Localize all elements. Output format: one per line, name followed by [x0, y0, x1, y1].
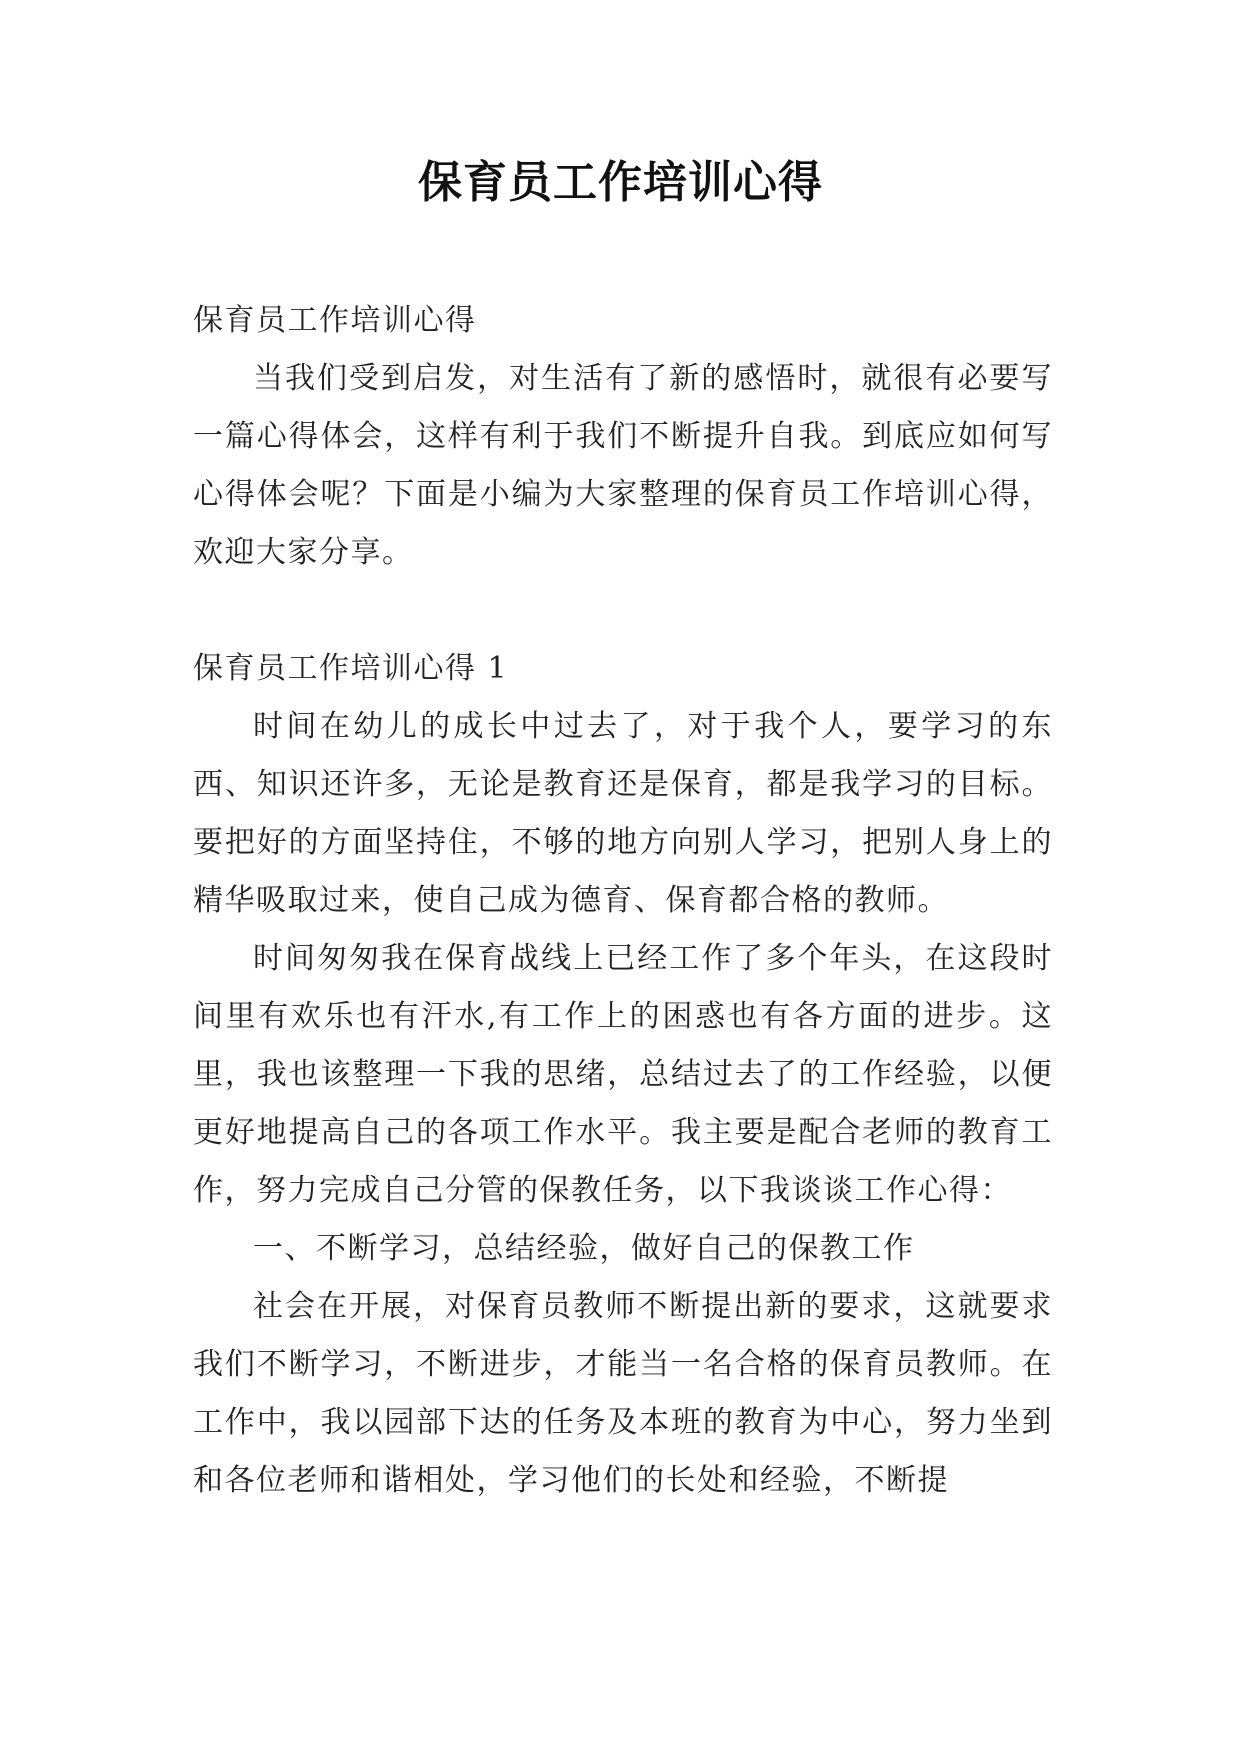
- body-paragraph: 时间在幼儿的成长中过去了，对于我个人，要学习的东西、知识还许多，无论是教育还是保育，都是我学习的目标。要把好的方面坚持住，不够的地方向别人学习，把别人身上的精华吸取过来，使自己成为德育、保育都合格的教师。: [193, 709, 1053, 918]
- section-heading: 保育员工作培训心得 1: [193, 651, 509, 686]
- document-body: [193, 292, 1053, 1510]
- section-spacer: [193, 582, 1053, 640]
- intro-heading: 保育员工作培训心得: [193, 303, 477, 338]
- document-title: 保育员工作培训心得: [418, 157, 823, 208]
- intro-paragraph: 当我们受到启发，对生活有了新的感悟时，就很有必要写一篇心得体会，这样有利于我们不断提升自我。到底应如何写心得体会呢？下面是小编为大家整理的保育员工作培训心得，欢迎大家分享。: [193, 361, 1053, 570]
- body-paragraph: 社会在开展，对保育员教师不断提出新的要求，这就要求我们不断学习，不断进步，才能当一名合格的保育员教师。在工作中，我以园部下达的任务及本班的教育为中心，努力坐到和各位老师和谐相处，学习他们的长处和经验，不断提: [193, 1289, 1053, 1498]
- body-paragraph: 时间匆匆我在保育战线上已经工作了多个年头，在这段时间里有欢乐也有汗水,有工作上的困惑也有各方面的进步。这里，我也该整理一下我的思绪，总结过去了的工作经验，以便更好地提高自己的各项工作水平。我主要是配合老师的教育工作，努力完成自己分管的保教任务，以下我谈谈工作心得：: [193, 941, 1053, 1208]
- subsection-heading: 一、不断学习，总结经验，做好自己的保教工作: [253, 1231, 915, 1266]
